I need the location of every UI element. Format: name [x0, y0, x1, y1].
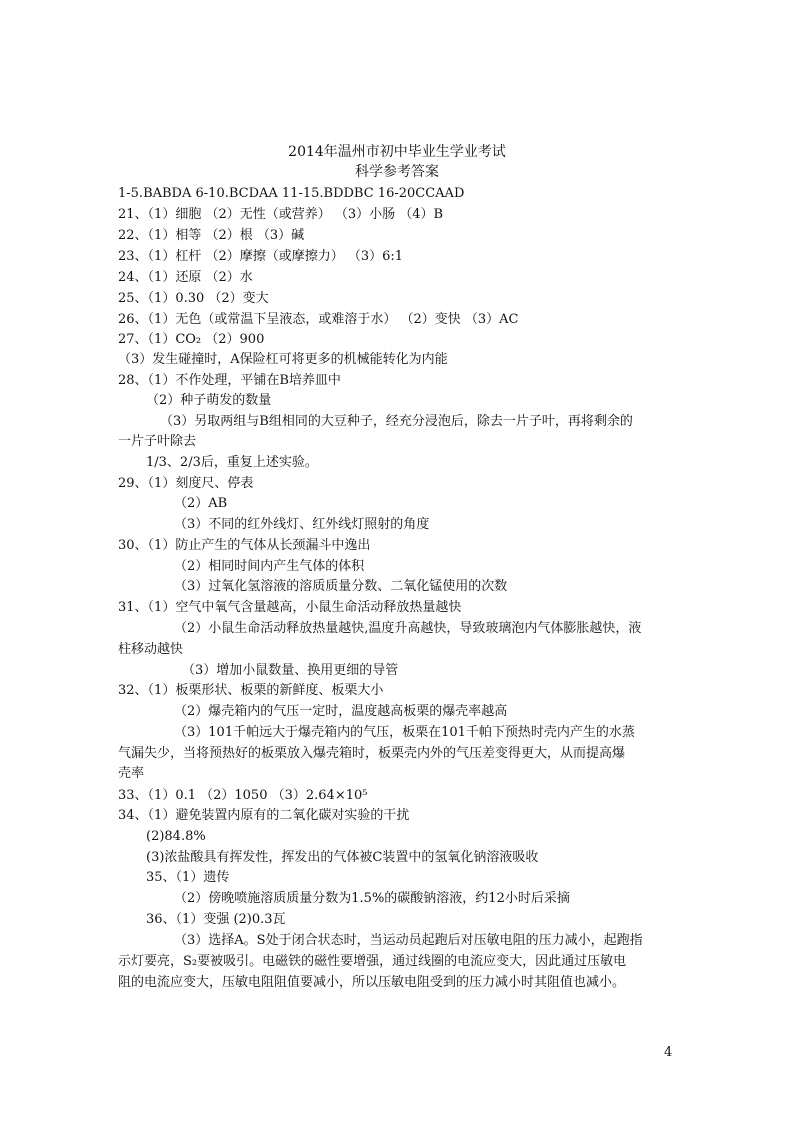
answer-line-31-3: （3）增加小鼠数量、换用更细的导管 [182, 663, 399, 678]
answer-line-23: 23、（1）杠杆 （2）摩擦（或摩擦力） （3）6:1 [118, 249, 404, 264]
answer-line-28-3-end: 1/3、2/3后，重复上述实验。 [146, 455, 318, 470]
answer-line-22: 22、（1）相等 （2）根 （3）碱 [118, 228, 305, 243]
answer-line-24: 24、（1）还原 （2）水 [118, 270, 253, 285]
answer-line-34: 34、（1）避免装置内原有的二氧化碳对实验的干扰 [118, 808, 410, 823]
answer-line-29: 29、（1）刻度尺、停表 [118, 476, 254, 491]
answer-line-35-2: （2）傍晚喷施溶质质量分数为1.5%的碳酸钠溶液，约12小时后采摘 [174, 891, 570, 906]
answer-line-32-3-cont: 气漏失少，当将预热好的板栗放入爆壳箱时，板栗壳内外的气压差变得更大，从而提高爆 [118, 746, 626, 761]
answer-line-mc: 1-5.BABDA 6-10.BCDAA 11-15.BDDBC 16-20CCAAD [118, 186, 465, 201]
answer-line-29-3: （3）不同的红外线灯、红外线灯照射的角度 [174, 517, 430, 532]
answer-line-33: 33、（1）0.1 （2）1050 （3）2.64×10⁵ [118, 788, 368, 803]
answer-line-36-3-cont: 示灯要亮，S₂要被吸引。电磁铁的磁性要增强，通过线圈的电流应变大，因此通过压敏电 [118, 954, 627, 969]
page-title: 2014年温州市初中毕业生学业考试 [288, 144, 506, 160]
page-number: 4 [664, 1045, 673, 1060]
answer-line-32-2: （2）爆壳箱内的气压一定时，温度越高板栗的爆壳率越高 [174, 704, 508, 719]
answer-line-30-3: （3）过氧化氢溶液的溶质质量分数、二氧化锰使用的次数 [174, 579, 508, 594]
answer-line-30: 30、（1）防止产生的气体从长颈漏斗中逸出 [118, 538, 371, 553]
answer-line-32-3-end: 壳率 [118, 766, 145, 781]
answer-line-28-2: （2）种子萌发的数量 [146, 393, 272, 408]
answer-line-35: 35、（1）遗传 [146, 870, 230, 885]
answer-line-32: 32、（1）板栗形状、板栗的新鲜度、板栗大小 [118, 683, 384, 698]
answer-line-26: 26、（1）无色（或常温下呈液态，或难溶于水） （2）变快 （3）AC [118, 312, 519, 327]
answer-line-27-3: （3）发生碰撞时，A保险杠可将更多的机械能转化为内能 [118, 352, 448, 367]
answer-line-34-3: (3)浓盐酸具有挥发性，挥发出的气体被C装置中的氢氧化钠溶液吸收 [146, 850, 539, 865]
answer-line-28: 28、（1）不作处理，平铺在B培养皿中 [118, 373, 341, 388]
answer-line-31-2-cont: 柱移动越快 [118, 642, 184, 657]
answer-line-28-3-cont: 一片子叶除去 [118, 434, 197, 449]
answer-line-31-2: （2）小鼠生命活动释放热量越快,温度升高越快，导致玻璃泡内气体膨胀越快，液 [174, 621, 642, 636]
answer-line-21: 21、（1）细胞 （2）无性（或营养） （3）小肠 （4）B [118, 207, 444, 222]
answer-line-32-3: （3）101千帕远大于爆壳箱内的气压，板栗在101千帕下预热时壳内产生的水蒸 [174, 725, 635, 740]
page-subtitle: 科学参考答案 [355, 164, 439, 180]
answer-line-25: 25、（1）0.30 （2）变大 [118, 291, 269, 306]
answer-line-36-3: （3）选择A。S处于闭合状态时，当运动员起跑后对压敏电阻的压力减小，起跑指 [174, 933, 643, 948]
answer-line-30-2: （2）相同时间内产生气体的体积 [174, 559, 365, 574]
answer-line-29-2: （2）AB [174, 496, 228, 511]
answer-line-28-3: （3）另取两组与B组相同的大豆种子，经充分浸泡后，除去一片子叶，再将剩余的 [160, 414, 633, 429]
answer-line-27: 27、（1）CO₂ （2）900 [118, 332, 265, 347]
answer-line-36: 36、（1）变强 (2)0.3瓦 [146, 912, 286, 927]
answer-line-31: 31、（1）空气中氧气含量越高，小鼠生命活动释放热量越快 [118, 600, 462, 615]
answer-line-36-3-end: 阻的电流应变大，压敏电阻阻值要减小，所以压敏电阻受到的压力减小时其阻值也减小。 [118, 975, 626, 990]
answer-line-34-2: (2)84.8% [146, 829, 206, 844]
